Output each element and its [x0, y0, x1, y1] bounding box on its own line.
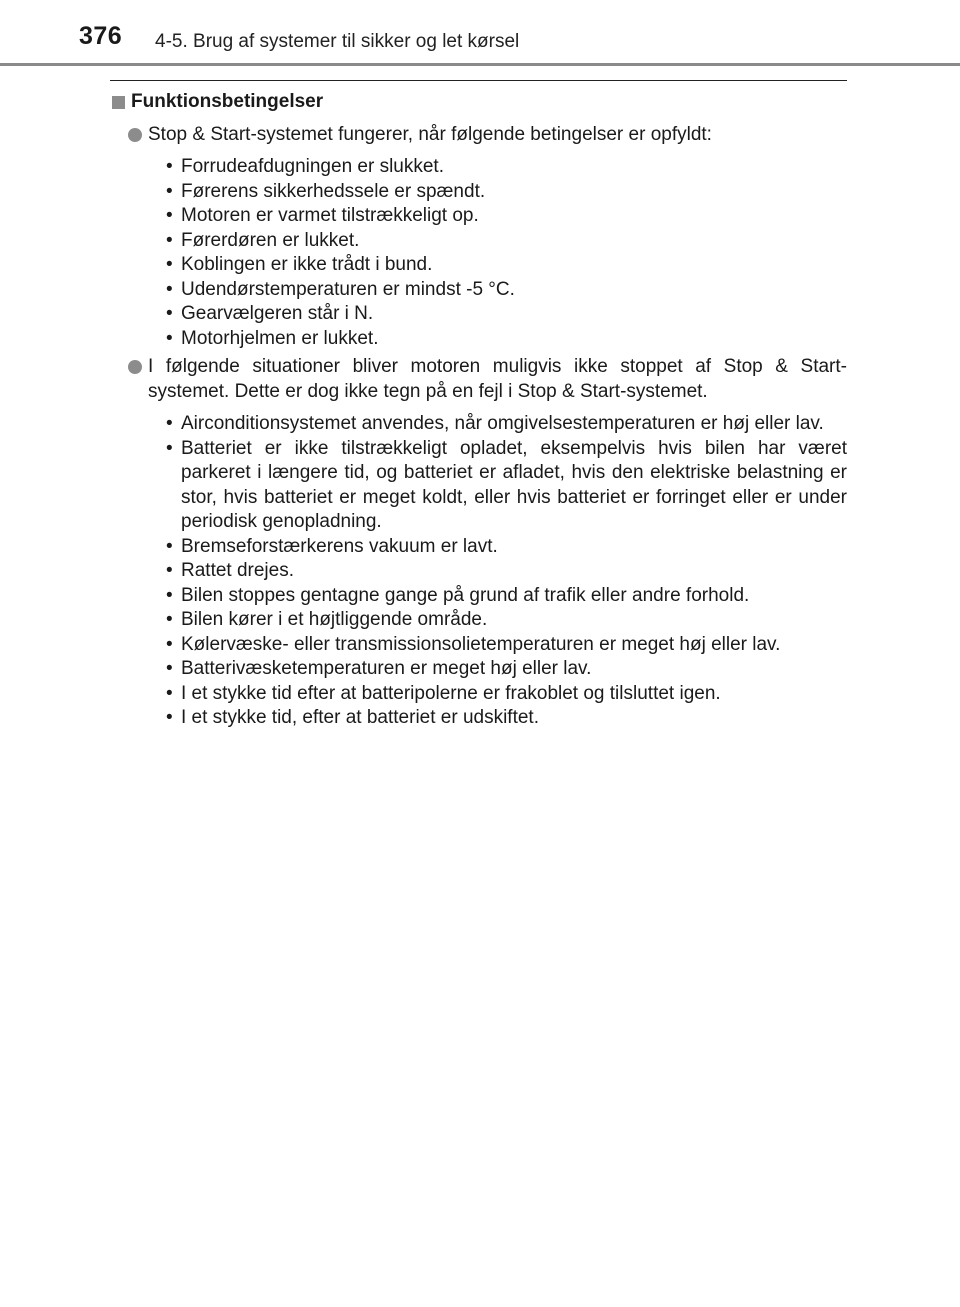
list-item-text: I et stykke tid, efter at batteriet er udskiftet. — [181, 707, 539, 728]
list-item — [166, 180, 847, 205]
bullet-dot-icon: • — [166, 327, 173, 349]
list-item-text: Gearvælgeren står i N. — [181, 303, 374, 324]
condition-intro-text: I følgende situationer bliver motoren muligvis ikke stoppet af Stop & Start-systemet. Dette er dog ikke tegn på en fejl i Stop & Start-systemet. — [148, 356, 847, 402]
section-heading — [112, 90, 847, 115]
bullet-dot-icon: • — [166, 560, 173, 581]
square-icon — [112, 96, 125, 109]
list-item-text: Motoren er varmet tilstrækkeligt op. — [181, 205, 479, 226]
list-item — [166, 559, 847, 584]
bullet-dot-icon: • — [166, 413, 173, 434]
list-item-text: Forrudeafdugningen er slukket. — [181, 156, 444, 177]
bullet-list — [128, 155, 847, 351]
section-heading-text: Funktionsbetingelser — [131, 91, 324, 112]
list-item-text: Motorhjelmen er lukket. — [181, 327, 379, 349]
list-item — [166, 302, 847, 327]
list-item-text: Førerens sikkerhedssele er spændt. — [181, 180, 486, 202]
list-item — [166, 608, 847, 633]
list-item — [166, 155, 847, 180]
list-item-text: Udendørstemperaturen er mindst -5 °C. — [181, 278, 515, 300]
list-item — [166, 633, 847, 658]
bullet-dot-icon: • — [166, 707, 173, 728]
bullet-dot-icon: • — [166, 682, 173, 704]
list-item-text: Førerdøren er lukket. — [181, 229, 360, 251]
list-item-text: I et stykke tid efter at batteripolerne er frakoblet og tilsluttet igen. — [181, 682, 721, 704]
header-divider — [0, 63, 960, 66]
bullet-dot-icon: • — [166, 437, 173, 459]
bullet-dot-icon: • — [166, 658, 173, 679]
condition-intro — [128, 355, 847, 404]
list-item — [166, 657, 847, 682]
list-item — [166, 535, 847, 560]
list-item — [166, 682, 847, 707]
list-item — [166, 204, 847, 229]
list-item-text: Batteriet er ikke tilstrækkeligt opladet, eksempelvis hvis bilen har været parkeret i længere tid, og batteriet er afladet, hvis den elektriske belastning er stor, hvis batteriet er meget koldt, eller hvis batteriet er forringet eller er under periodisk genopladning. — [181, 437, 847, 532]
list-item — [166, 584, 847, 609]
bullet-dot-icon: • — [166, 609, 173, 630]
list-item — [166, 229, 847, 254]
bullet-list — [128, 412, 847, 731]
bullet-dot-icon: • — [166, 254, 173, 275]
list-item-text: Bilen stoppes gentagne gange på grund af trafik eller andre forhold. — [181, 584, 750, 606]
list-item-text: Airconditionsystemet anvendes, når omgivelsestemperaturen er høj eller lav. — [181, 413, 824, 434]
list-item-text: Bremseforstærkerens vakuum er lavt. — [181, 535, 498, 557]
condition-intro — [128, 123, 847, 148]
bullet-dot-icon: • — [166, 303, 173, 324]
list-item — [166, 706, 847, 731]
list-item-text: Koblingen er ikke trådt i bund. — [181, 254, 433, 275]
list-item — [166, 253, 847, 278]
bullet-dot-icon: • — [166, 633, 173, 655]
condition-block-1 — [128, 123, 847, 352]
bullet-dot-icon: • — [166, 156, 173, 177]
list-item-text: Batterivæsketemperaturen er meget høj eller lav. — [181, 658, 592, 679]
bullet-dot-icon: • — [166, 584, 173, 606]
bullet-dot-icon: • — [166, 205, 173, 226]
list-item-text: Kølervæske- eller transmissionsolietemperaturen er meget høj eller lav. — [181, 633, 781, 655]
list-item — [166, 327, 847, 352]
chapter-title: 4-5. Brug af systemer til sikker og let kørsel — [155, 31, 520, 52]
circle-icon — [128, 128, 142, 142]
list-item — [166, 278, 847, 303]
section-divider — [110, 80, 847, 81]
list-item — [166, 412, 847, 437]
page-content — [112, 90, 847, 735]
page-header — [0, 0, 960, 66]
list-item-text: Rattet drejes. — [181, 560, 294, 581]
condition-block-2 — [128, 355, 847, 731]
bullet-dot-icon: • — [166, 180, 173, 202]
page-number: 376 — [79, 22, 123, 50]
bullet-dot-icon: • — [166, 229, 173, 251]
circle-icon — [128, 360, 142, 374]
list-item — [166, 437, 847, 535]
list-item-text: Bilen kører i et højtliggende område. — [181, 609, 488, 630]
condition-intro-text: Stop & Start-systemet fungerer, når følgende betingelser er opfyldt: — [148, 123, 712, 145]
bullet-dot-icon: • — [166, 278, 173, 300]
bullet-dot-icon: • — [166, 535, 173, 557]
